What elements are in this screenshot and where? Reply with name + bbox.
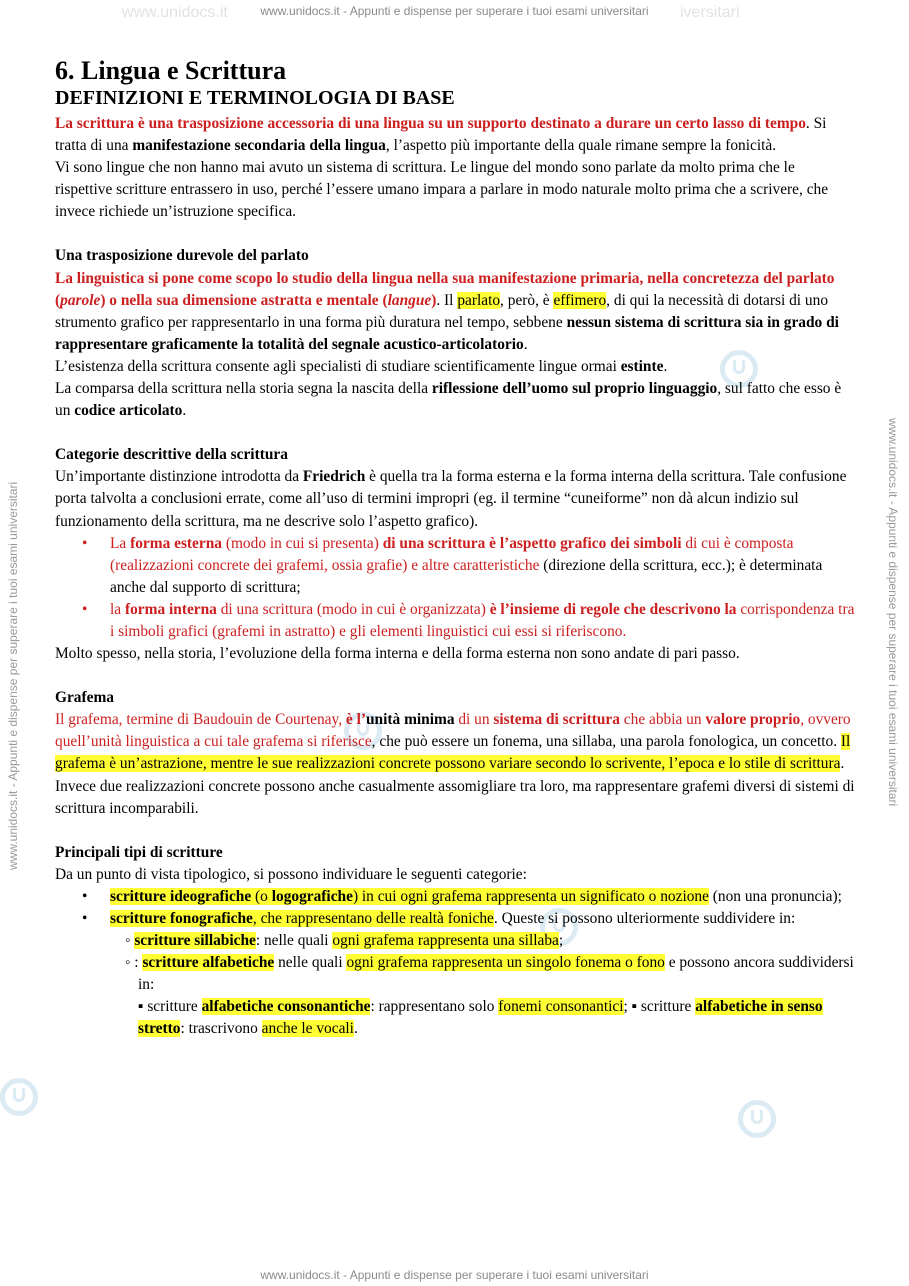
list-item: • La forma esterna (modo in cui si presenta) di una scrittura è l’aspetto grafico dei simboli di cui è composta (realizzazioni concrete dei grafemi, ossia grafie) e altre caratteristiche (direzione della scrittura, ecc.); è determinata anche dal supporto di scrittura;: [55, 533, 855, 599]
watermark-bottom: www.unidocs.it - Appunti e dispense per superare i tuoi esami universitari: [260, 1268, 649, 1282]
paragraph-tipologico: Da un punto di vista tipologico, si possono individuare le seguenti categorie:: [55, 865, 527, 883]
section-heading-definizioni: DEFINIZIONI E TERMINOLOGIA DI BASE: [55, 87, 455, 109]
list-subitem: ◦ : scritture alfabetiche nelle quali ogni grafema rappresenta un singolo fonema o fono e possono ancora suddividersi in:: [125, 954, 854, 994]
page-title: 6. Lingua e Scrittura: [55, 56, 287, 85]
watermark-left: www.unidocs.it - Appunti e dispense per superare i tuoi esami universitari: [6, 481, 20, 870]
heading-trasposizione: Una trasposizione durevole del parlato: [55, 247, 309, 265]
list-forme: [55, 533, 855, 643]
list-item: • scritture ideografiche (o logografiche) in cui ogni grafema rappresenta un significato o nozione (non una pronuncia);: [55, 886, 855, 908]
list-item: • scritture fonografiche, che rappresentano delle realtà foniche. Queste si possono ulteriormente suddividere in:: [55, 908, 855, 930]
paragraph-linguistica: La linguistica si pone come scopo lo studio della lingua nella sua manifestazione primaria, nella concretezza del parlato (parole) o nella sua dimensione astratta e mentale (langue). Il parlato, però, è effimero, di qui la necessità di dotarsi di uno strumento grafico per rappresentarlo in una forma più duratura nel tempo, sebbene nessun sistema di scrittura sia in grado di rappresentare graficamente la totalità del segnale acustico-articolatorio.: [55, 269, 839, 353]
watermark-right: www.unidocs.it - Appunti e dispense per superare i tuoi esami universitari: [886, 418, 900, 807]
paragraph-friedrich: Un’importante distinzione introdotta da Friedrich è quella tra la forma esterna e la forma interna della scrittura. Tale confusione porta talvolta a conclusioni errate, come all’uso di termini impropri (eg. il termine “cuneiforme” non dà alcun indizio sul funzionamento della scrittura, ma ne descrive solo l’aspetto grafico).: [55, 468, 847, 530]
unidocs-logo-icon: [738, 1100, 776, 1138]
heading-tipi-scritture: Principali tipi di scritture: [55, 843, 223, 861]
list-subsubitem: ▪ scritture alfabetiche consonantiche: rappresentano solo fonemi consonantici; ▪ scritture alfabetiche in senso stretto: trascrivono anche le vocali.: [138, 998, 823, 1038]
watermark-top: www.unidocs.it - Appunti e dispense per superare i tuoi esami universitari: [260, 4, 649, 18]
watermark-ghost-left: www.unidocs.it: [122, 4, 228, 21]
list-item: • la forma interna di una scrittura (modo in cui è organizzata) è l’insieme di regole che descrivono la corrispondenza tra i simboli grafici (grafemi in astratto) e gli elementi linguistici cui essi si riferiscono.: [55, 599, 855, 643]
document-page: [55, 56, 855, 1041]
list-tipi: [55, 886, 855, 1041]
heading-categorie: Categorie descrittive della scrittura: [55, 446, 288, 464]
paragraph-riflessione: La comparsa della scrittura nella storia segna la nascita della riflessione dell’uomo sul proprio linguaggio, sul fatto che esso è un codice articolato.: [55, 380, 842, 420]
heading-grafema: Grafema: [55, 689, 114, 707]
list-subitem: ◦ scritture sillabiche: nelle quali ogni grafema rappresenta una sillaba;: [125, 932, 564, 950]
paragraph-grafema: Il grafema, termine di Baudouin de Courtenay, è l’unità minima di un sistema di scrittura che abbia un valore proprio, ovvero quell’unità linguistica a cui tale grafema si riferisce, che può essere un fonema, una sillaba, una parola fonologica, un concetto. Il grafema è un’astrazione, mentre le sue realizzazioni concrete possono variare secondo lo scrivente, l’epoca e lo stile di scrittura. Invece due realizzazioni concrete possono anche casualmente assomigliare tra loro, ma rappresentare grafemi diversi di sistemi di scrittura incomparabili.: [55, 711, 855, 817]
intro-paragraph: La scrittura è una trasposizione accessoria di una lingua su un supporto destinato a durare un certo lasso di tempo. Si tratta di una manifestazione secondaria della lingua, l’aspetto più importante della quale rimane sempre la fonicità.: [55, 115, 827, 155]
intro-paragraph-2: Vi sono lingue che non hanno mai avuto un sistema di scrittura. Le lingue del mondo sono parlate da molto prima che le rispettive scritture entrassero in uso, perché l’essere umano impara a parlare in modo naturale molto prima che a scrivere, che invece richiede un’istruzione specifica.: [55, 159, 829, 221]
unidocs-logo-icon: [0, 1078, 38, 1116]
paragraph-evoluzione: Molto spesso, nella storia, l’evoluzione della forma interna e della forma esterna non sono andate di pari passo.: [55, 645, 740, 663]
paragraph-estinte: L’esistenza della scrittura consente agli specialisti di studiare scientificamente lingue ormai estinte.: [55, 357, 668, 375]
watermark-ghost-right: iversitari: [680, 4, 740, 21]
